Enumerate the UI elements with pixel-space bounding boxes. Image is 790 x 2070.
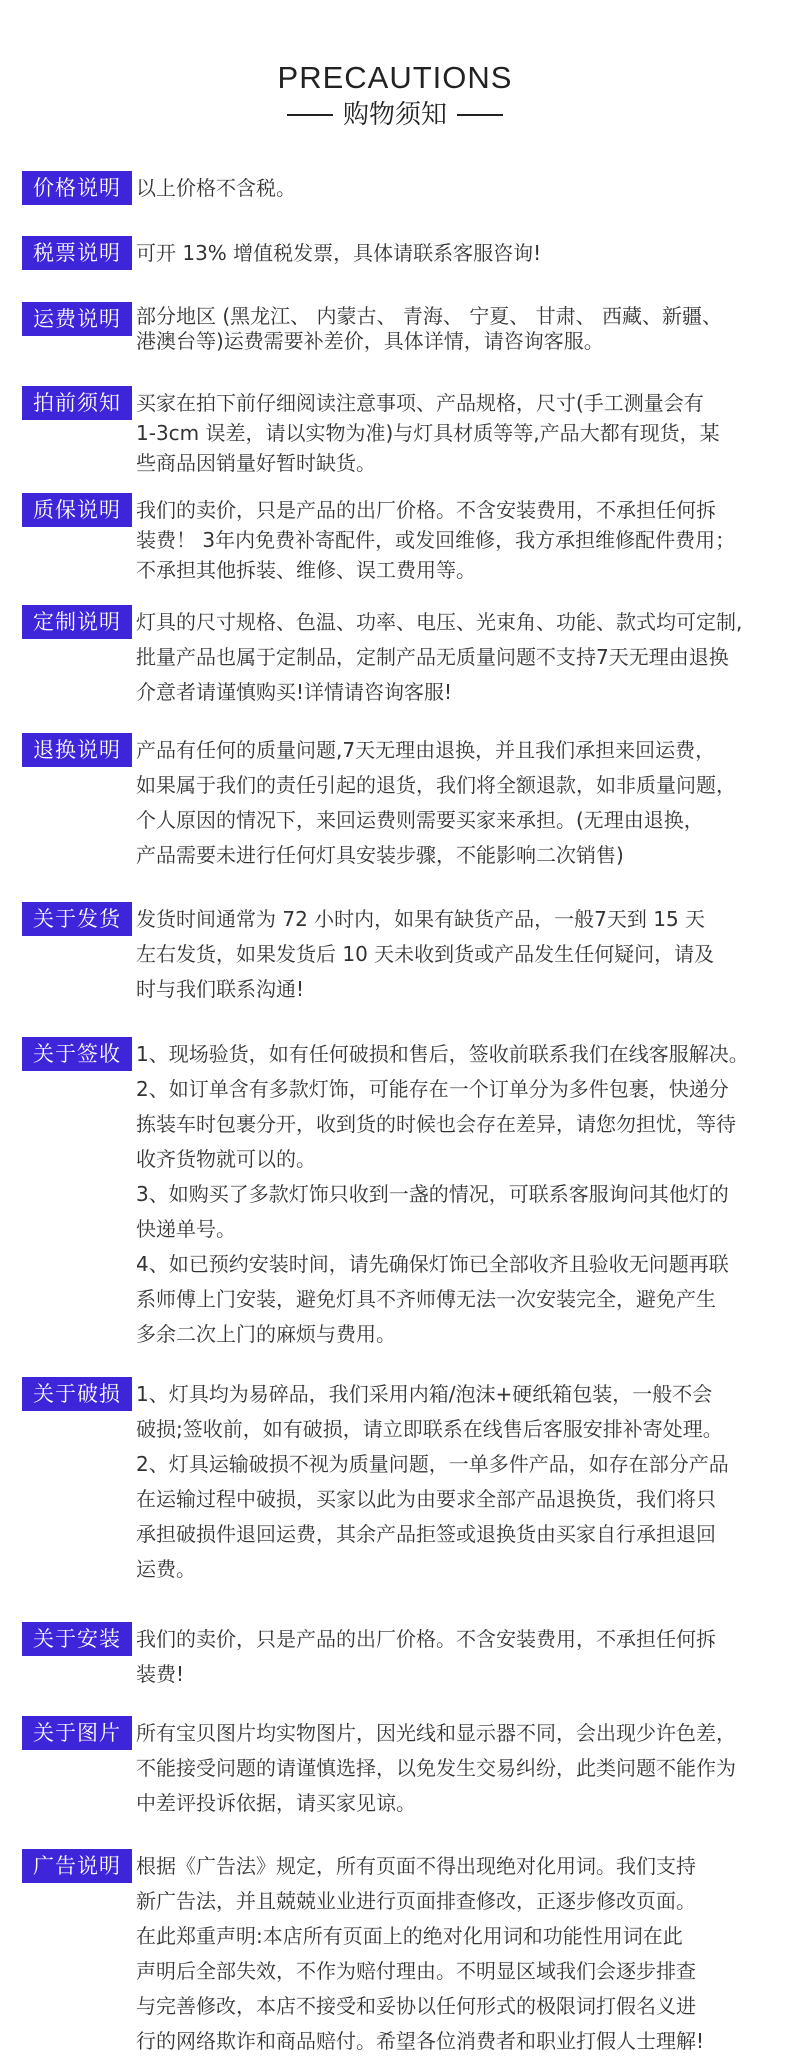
section-body — [136, 1377, 782, 1587]
section-line: 1、灯具均为易碎品，我们采用内箱/泡沫+硬纸箱包装，一般不会 — [136, 1382, 713, 1406]
section-line: 中差评投诉依据，请买家见谅。 — [136, 1791, 416, 1815]
title-english: PRECAUTIONS — [277, 60, 513, 95]
section-line: 运费。 — [136, 1557, 196, 1581]
section-line: 2、如订单含有多款灯饰，可能存在一个订单分为多件包裹，快递分 — [136, 1077, 729, 1101]
section-tag: 关于签收 — [22, 1037, 132, 1071]
section-line: 声明后全部失效，不作为赔付理由。不明显区域我们会逐步排查 — [136, 1959, 696, 1983]
section-line: 4、如已预约安装时间，请先确保灯饰已全部收齐且验收无问题再联 — [136, 1252, 729, 1276]
section-body — [136, 1622, 782, 1692]
section-line: 我们的卖价，只是产品的出厂价格。不含安装费用，不承担任何拆 — [136, 1627, 716, 1651]
section-line: 2、灯具运输破损不视为质量问题，一单多件产品，如存在部分产品 — [136, 1452, 729, 1476]
section-body — [136, 495, 782, 585]
section-line: 我们的卖价，只是产品的出厂价格。不含安装费用，不承担任何拆 — [136, 498, 716, 522]
section-line: 介意者请谨慎购买!详情请咨询客服! — [136, 680, 453, 704]
section-line: 产品需要未进行任何灯具安装步骤，不能影响二次销售) — [136, 843, 624, 867]
section-line: 行的网络欺诈和商品赔付。希望各位消费者和职业打假人士理解! — [136, 2029, 705, 2053]
section-line: 破损;签收前，如有破损，请立即联系在线售后客服安排补寄处理。 — [136, 1417, 723, 1441]
page-header — [0, 60, 790, 132]
section-line: 收齐货物就可以的。 — [136, 1147, 316, 1171]
section-body — [136, 1716, 782, 1821]
title-chinese: 购物须知 — [342, 100, 447, 130]
section-tag: 拍前须知 — [22, 386, 132, 420]
section-tag: 退换说明 — [22, 733, 132, 767]
section-line: 1-3cm 误差，请以实物为准)与灯具材质等等,产品大都有现货，某 — [136, 421, 720, 445]
section-line: 些商品因销量好暂时缺货。 — [136, 451, 376, 475]
section-line: 在运输过程中破损，买家以此为由要求全部产品退换货，我们将只 — [136, 1487, 716, 1511]
section-tag: 关于发货 — [22, 902, 132, 936]
section-line: 个人原因的情况下，来回运费则需要买家来承担。(无理由退换， — [136, 808, 704, 832]
section-line: 根据《广告法》规定，所有页面不得出现绝对化用词。我们支持 — [136, 1854, 696, 1878]
section-tag: 价格说明 — [22, 171, 132, 205]
section-line: 多余二次上门的麻烦与费用。 — [136, 1322, 396, 1346]
section-tag: 定制说明 — [22, 605, 132, 639]
section-body — [136, 1849, 782, 2059]
section-body — [136, 173, 782, 203]
section-line: 1、现场验货，如有任何破损和售后，签收前联系我们在线客服解决。 — [136, 1042, 749, 1066]
section-line: 买家在拍下前仔细阅读注意事项、产品规格，尺寸(手工测量会有 — [136, 391, 704, 415]
section-tag: 税票说明 — [22, 236, 132, 270]
section-line: 装费! — [136, 1662, 185, 1686]
section-body — [136, 1037, 782, 1352]
section-line: 灯具的尺寸规格、色温、功率、电压、光束角、功能、款式均可定制, — [136, 610, 743, 634]
section-tag: 质保说明 — [22, 493, 132, 527]
section-line: 拣装车时包裹分开，收到货的时候也会存在差异，请您勿担忧，等待 — [136, 1112, 736, 1136]
section-tag: 广告说明 — [22, 1849, 132, 1883]
section-body — [136, 304, 782, 354]
section-line: 批量产品也属于定制品，定制产品无质量问题不支持7天无理由退换 — [136, 645, 729, 669]
section-body — [136, 388, 782, 478]
section-line: 港澳台等)运费需要补差价，具体详情，请咨询客服。 — [136, 329, 604, 353]
section-line: 在此郑重声明:本店所有页面上的绝对化用词和功能性用词在此 — [136, 1924, 683, 1948]
section-line: 以上价格不含税。 — [136, 176, 296, 200]
section-line: 不承担其他拆装、维修、误工费用等。 — [136, 558, 476, 582]
section-line: 快递单号。 — [136, 1217, 236, 1241]
left-dash-divider — [287, 114, 333, 116]
section-line: 承担破损件退回运费，其余产品拒签或退换货由买家自行承担退回 — [136, 1522, 716, 1546]
section-tag: 关于图片 — [22, 1716, 132, 1750]
section-line: 可开 13% 增值税发票，具体请联系客服咨询! — [136, 241, 542, 265]
section-line: 左右发货，如果发货后 10 天未收到货或产品发生任何疑问，请及 — [136, 942, 715, 966]
section-tag: 关于破损 — [22, 1377, 132, 1411]
section-tag: 运费说明 — [22, 302, 132, 336]
right-dash-divider — [457, 114, 503, 116]
section-line: 不能接受问题的请谨慎选择，以免发生交易纠纷，此类问题不能作为 — [136, 1756, 736, 1780]
section-line: 如果属于我们的责任引起的退货，我们将全额退款，如非质量问题， — [136, 773, 736, 797]
section-line: 系师傅上门安装，避免灯具不齐师傅无法一次安装完全，避免产生 — [136, 1287, 716, 1311]
section-body — [136, 902, 782, 1007]
section-tag: 关于安装 — [22, 1622, 132, 1656]
section-line: 3、如购买了多款灯饰只收到一盏的情况，可联系客服询问其他灯的 — [136, 1182, 729, 1206]
section-line: 部分地区 (黑龙江、 内蒙古、 青海、 宁夏、 甘肃、 西藏、新疆、 — [136, 304, 722, 328]
section-line: 时与我们联系沟通! — [136, 977, 305, 1001]
section-line: 所有宝贝图片均实物图片，因光线和显示器不同，会出现少许色差， — [136, 1721, 736, 1745]
section-line: 发货时间通常为 72 小时内，如果有缺货产品，一般7天到 15 天 — [136, 907, 706, 931]
section-body — [136, 733, 782, 873]
section-body — [136, 605, 782, 710]
section-line: 与完善修改，本店不接受和妥协以任何形式的极限词打假名义进 — [136, 1994, 696, 2018]
section-line: 产品有任何的质量问题,7天无理由退换，并且我们承担来回运费， — [136, 738, 716, 762]
section-body — [136, 238, 782, 268]
section-line: 新广告法，并且兢兢业业进行页面排查修改，正逐步修改页面。 — [136, 1889, 696, 1913]
title-chinese-row — [0, 98, 790, 132]
section-line: 装费！ 3年内免费补寄配件，或发回维修，我方承担维修配件费用； — [136, 528, 736, 552]
